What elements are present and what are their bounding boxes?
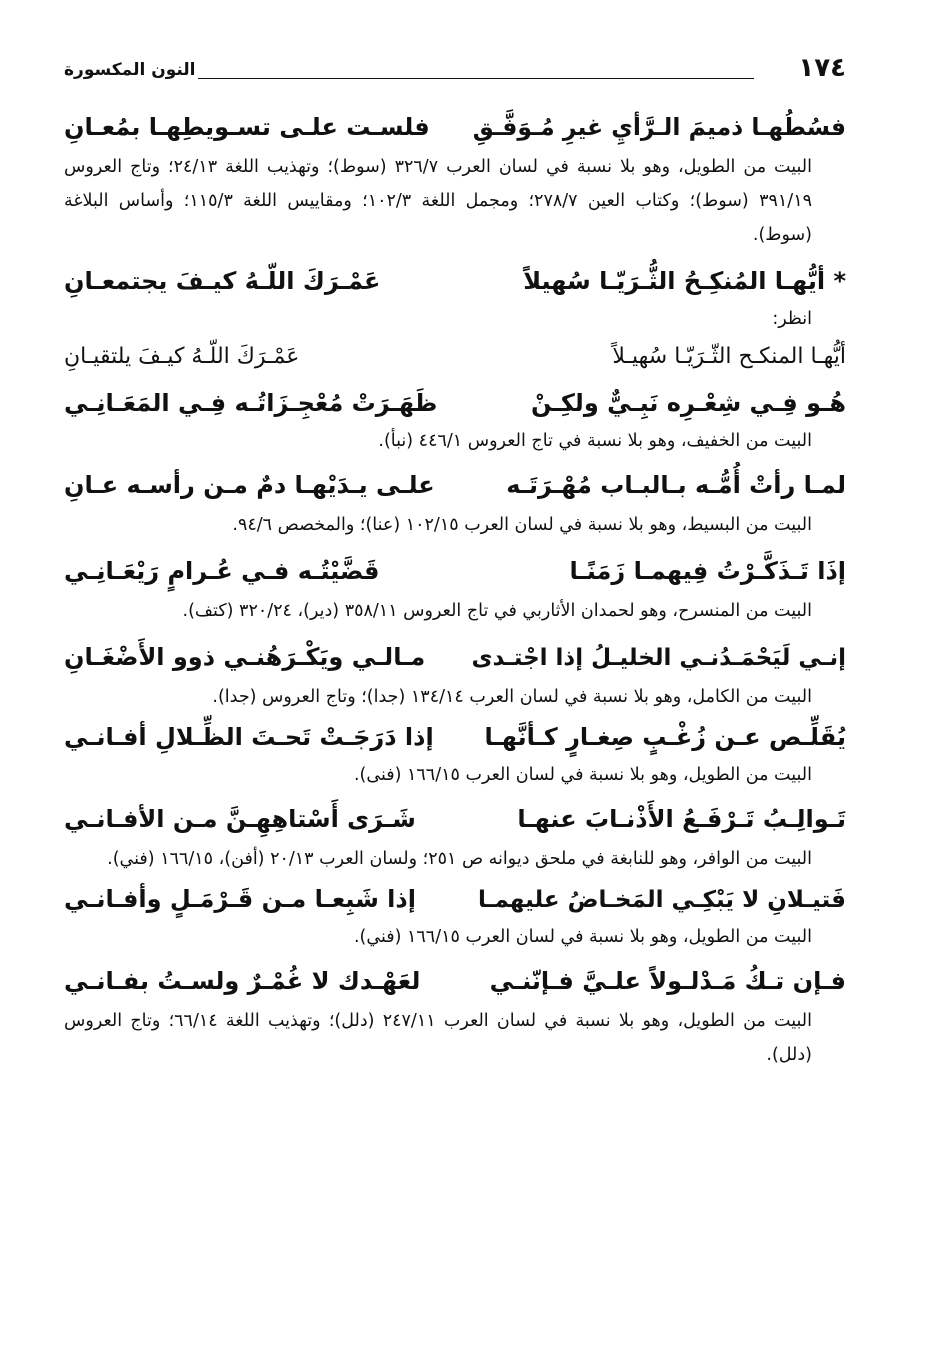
verse-note: البيت من الوافر، وهو للنابغة في ملحق ديوانه ص ٢٥١؛ ولسان العرب ٢٠/١٣ (أفن)، ١٦٦/١٥ (فني).	[107, 849, 812, 869]
verse-second-hemistich: فلسـت علـى تسـويطِهـا بمُعـانِ	[64, 113, 430, 141]
verse-first-hemistich: إنـي لَيَحْمَـدُنـي الخليـلُ إذا اجْتـدى	[471, 645, 846, 671]
page-header	[64, 52, 846, 88]
verse-line	[64, 548, 846, 594]
verse-line	[64, 796, 846, 842]
verse-first-hemistich: يُقَلِّـص عـن زُغْـبٍ صِغـارٍ كـأنَّهـا	[484, 723, 846, 751]
verse-second-hemistich: علـى يـدَيْهـا دمٌ مـن رأسـه عـانِ	[64, 471, 435, 499]
verse-first-hemistich: فسُطُهـا ذميمَ الـرَّأيِ غيرِ مُـوَفَّـقِ	[472, 113, 846, 141]
verse-second-hemistich: لعَهْـدك لا غُمْـرٌ ولسـتُ بفـانـي	[64, 967, 421, 995]
verse-line	[64, 634, 846, 680]
verse-note: البيت من الطويل، وهو بلا نسبة في لسان العرب ٢٤٧/١١ (دلل)؛ وتهذيب اللغة ٦٦/١٤؛ وتاج العروس (دلل).	[64, 1011, 812, 1065]
verse-line	[64, 876, 846, 922]
header-rule	[198, 78, 754, 79]
verse-note: البيت من الطويل، وهو بلا نسبة في لسان العرب ٣٢٦/٧ (سوط)؛ وتهذيب اللغة ٢٤/١٣؛ وتاج العروس ٣٩١/١٩ (سوط)؛ وكتاب العين ٢٧٨/٧؛ ومجمل اللغة ١٠٢/٣؛ ومقاييس اللغة ١١٥/٣؛ وأساس البلاغة (سوط).	[64, 157, 812, 245]
verse-note: البيت من الخفيف، وهو بلا نسبة في تاج العروس ٤٤٦/١ (نبأ).	[378, 431, 812, 451]
verse-second-hemistich: إذا دَرَجَـتْ تَحـتَ الظِّـلالِ أفـانـي	[64, 723, 434, 751]
verse-note: البيت من البسيط، وهو بلا نسبة في لسان العرب ١٠٢/١٥ (عنا)؛ والمخصص ٩٤/٦.	[232, 515, 812, 535]
verse-line	[64, 462, 846, 508]
verse-first-hemistich: * أيُّهـا المُنكِـحُ الثُّـرَيّـا سُهيلاً	[523, 267, 846, 295]
verse-second-hemistich: عَمْـرَكَ اللّـهُ كيـفَ يجتمعـانِ	[64, 267, 381, 295]
verse-second-hemistich: عَمْـرَكَ اللّـهُ كيـفَ يلتقيـانِ	[64, 344, 300, 369]
verse-first-hemistich: لمـا رأتْ أُمُّـه بـالبـاب مُهْـرَتَـه	[506, 471, 846, 499]
verse-first-hemistich: أيُّهـا المنكـح الثّـرَيّـا سُهيـلاً	[612, 344, 846, 369]
verse-line	[64, 714, 846, 760]
verse-note: البيت من الطويل، وهو بلا نسبة في لسان العرب ١٦٦/١٥ (فنى).	[353, 765, 812, 785]
verse-second-hemistich: إذا شَبِعـا مـن قَـرْمَـلٍ وأفـانـي	[64, 885, 416, 913]
verse-note: البيت من الكامل، وهو بلا نسبة في لسان العرب ١٣٤/١٤ (جدا)؛ وتاج العروس (جدا).	[212, 687, 812, 707]
chapter-title: النون المكسورة	[64, 60, 196, 80]
verse-second-hemistich: ظَهَـرَتْ مُعْجِـزَاتُـه فِـي المَعَـانِـي	[64, 389, 438, 417]
verse-first-hemistich: فَتيـلانِ لا يَبْكِـي المَخـاضُ عليهمـا	[477, 887, 846, 913]
verse-second-hemistich: قَضَّيْتُـه فـي عُـرامٍ رَيْعَـانِـي	[64, 557, 380, 585]
page-number: ١٧٤	[798, 53, 846, 83]
verse-first-hemistich: تَـوالِـبُ تَـرْفَـعُ الأَذْنـابَ عنهـا	[517, 805, 846, 833]
verse-note: البيت من المنسرح، وهو لحمدان الأثاربي في تاج العروس ٣٥٨/١١ (دير)، ٣٢٠/٢٤ (كتف).	[182, 601, 812, 621]
verse-line	[64, 958, 846, 1004]
verse-second-hemistich: مـالـي ويَكْـرَهُنـي ذوو الأَضْغَـانِ	[64, 643, 426, 671]
verse-first-hemistich: فـإن تـكُ مَـدْلـولاً علـيَّ فـإنّنـي	[489, 967, 846, 995]
verse-first-hemistich: هُـو فِـي شِعْـرِه نَبِـيٌّ ولكِـنْ	[531, 389, 846, 417]
verse-first-hemistich: إذَا تَـذَكَّـرْتُ فِيهمـا زَمَنًـا	[569, 557, 846, 585]
verse-second-hemistich: شَـرَى أَسْتاهِهِـنَّ مـن الأفـانـي	[64, 805, 416, 833]
verse-line	[64, 380, 846, 426]
verse-note: البيت من الطويل، وهو بلا نسبة في لسان العرب ١٦٦/١٥ (فني).	[353, 927, 812, 947]
verse-line	[64, 258, 846, 304]
verse-line	[64, 104, 846, 150]
page-content	[64, 104, 846, 1072]
verse-note: انظر:	[772, 309, 812, 329]
verse-line-reference	[64, 334, 846, 380]
